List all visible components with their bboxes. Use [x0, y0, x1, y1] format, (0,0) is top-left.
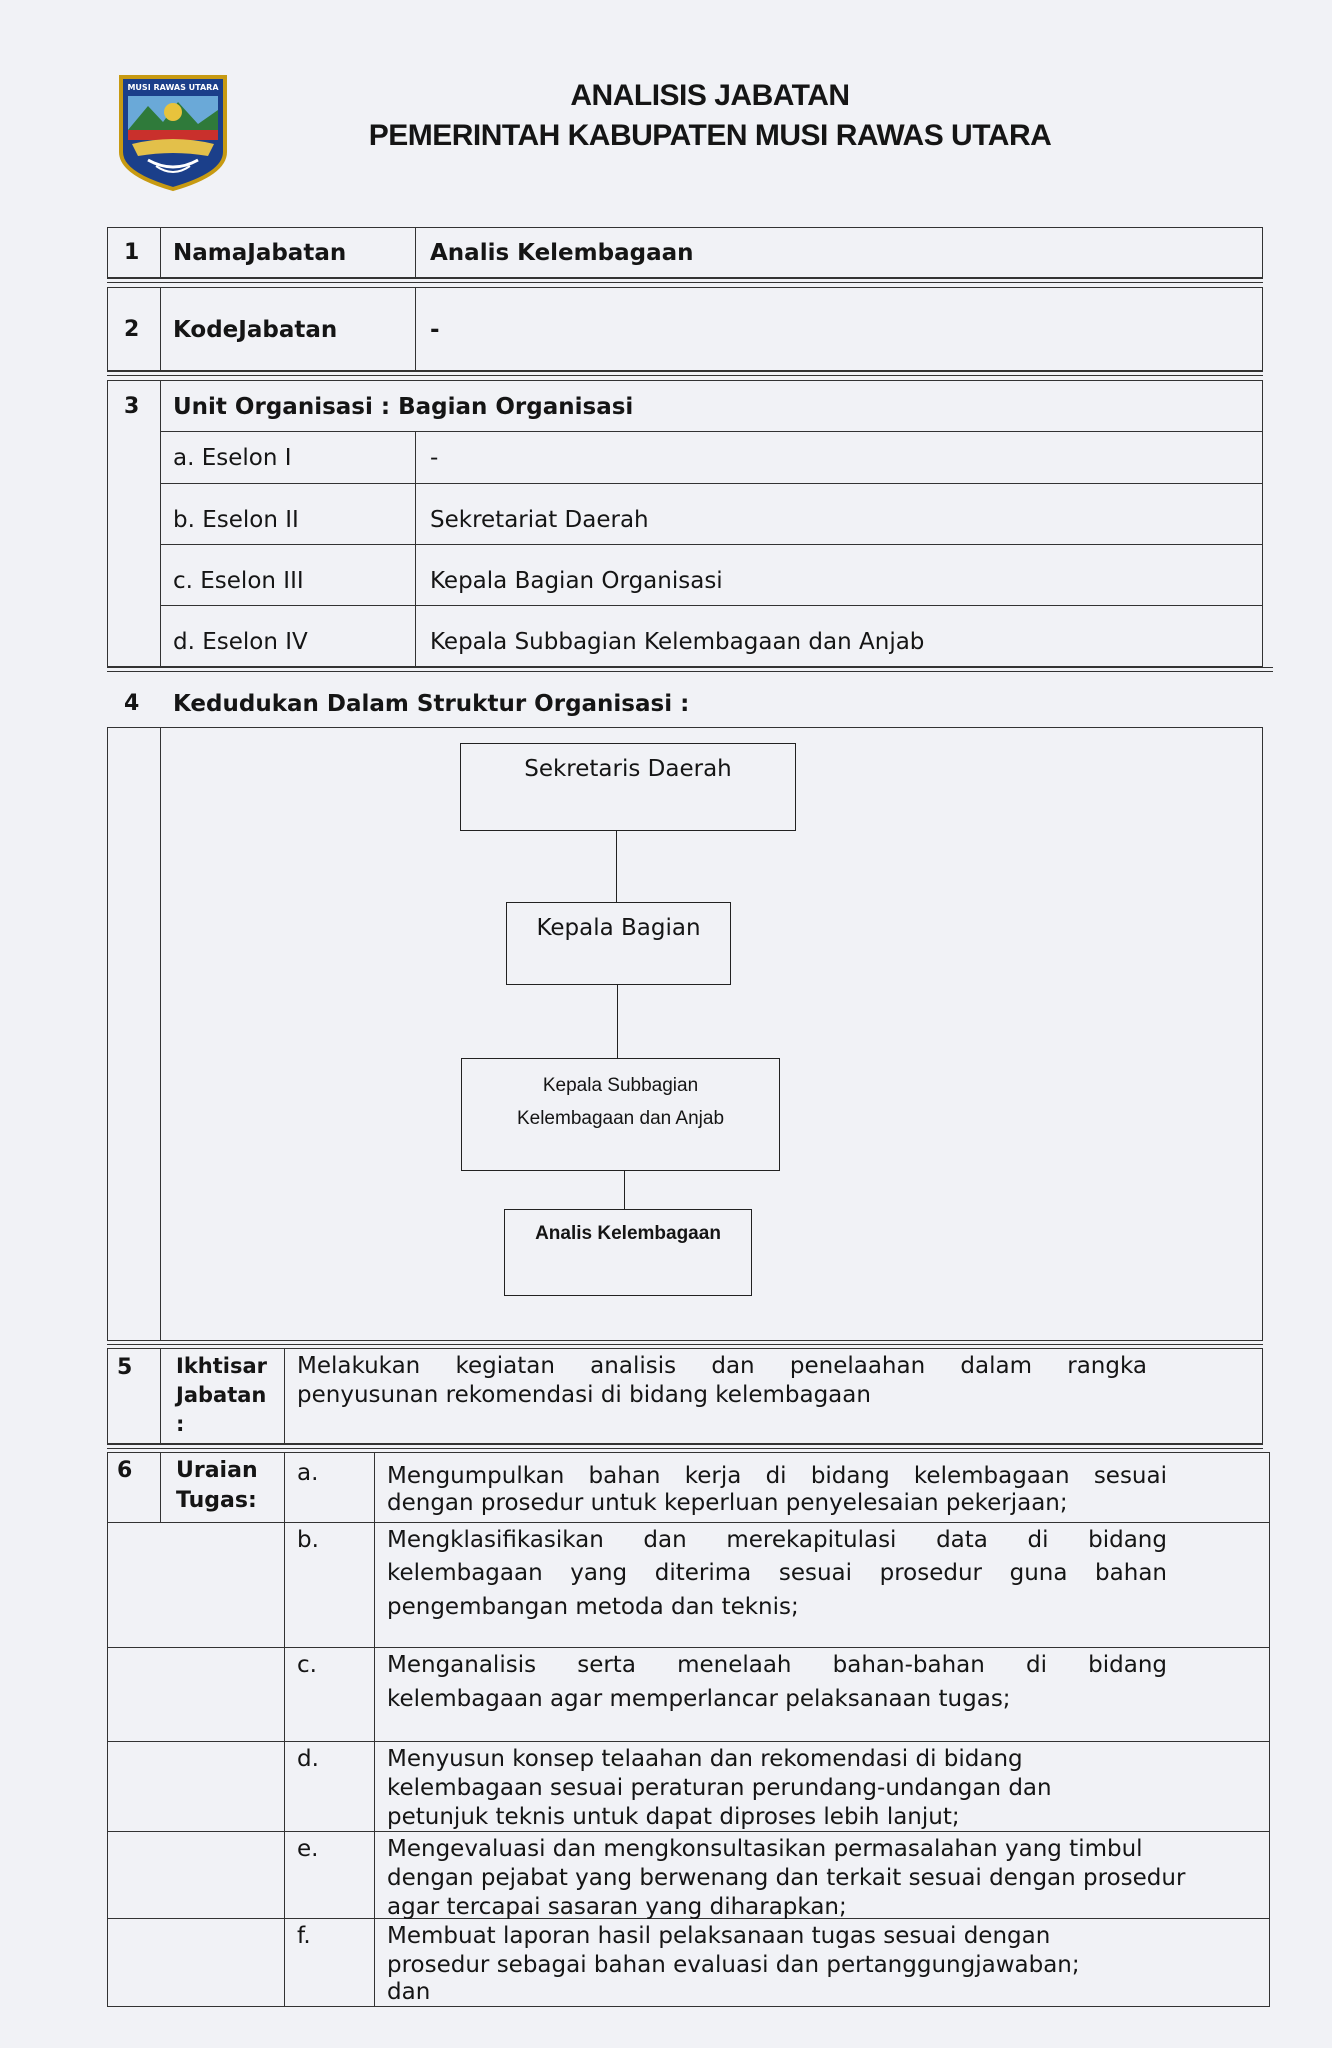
uraian-label-line: Uraian [176, 1458, 258, 1483]
title-line-1: ANALISIS JABATAN [570, 79, 850, 112]
eselon-4-label: d. Eselon IV [173, 629, 308, 655]
uraian-item-letter: e. [297, 1836, 319, 1862]
unit-organisasi-label: Unit Organisasi : Bagian Organisasi [173, 394, 634, 420]
org-connector [616, 831, 617, 902]
uraian-item-letter: c. [297, 1652, 317, 1678]
musi-rawas-utara-emblem [118, 74, 228, 192]
row-number: 6 [117, 1458, 133, 1483]
uraian-item-line: dengan pejabat yang berwenang dan terkait sesuai dengan prosedur [387, 1865, 1186, 1891]
document-title [300, 76, 1120, 156]
ikhtisar-label-line: : [176, 1412, 185, 1436]
uraian-item-letter: b. [297, 1527, 319, 1553]
row-number: 3 [124, 394, 140, 419]
org-box-analis-kelembagaan [504, 1209, 752, 1296]
uraian-item-line: kelembagaan agar memperlancar pelaksanaan tugas; [387, 1686, 1011, 1712]
org-label: Sekretaris Daerah [524, 756, 732, 782]
uraian-item-line: Mengklasifikasikan dan merekapitulasi data di bidang [387, 1527, 1167, 1553]
nama-jabatan-value: Analis Kelembagaan [430, 240, 694, 266]
ikhtisar-text-line: penyusunan rekomendasi di bidang kelembagaan [297, 1382, 871, 1408]
row-number: 2 [124, 317, 140, 342]
uraian-item-line: agar tercapai sasaran yang diharapkan; [387, 1894, 847, 1920]
uraian-item-line: Mengevaluasi dan mengkonsultasikan permasalahan yang timbul [387, 1836, 1143, 1862]
ikhtisar-label [176, 1352, 267, 1439]
uraian-item-letter: d. [297, 1746, 319, 1772]
ikhtisar-label-line: Ikhtisar [176, 1354, 267, 1378]
eselon-3-label: c. Eselon III [173, 568, 304, 594]
row-number: 4 [124, 691, 140, 716]
uraian-item-line: kelembagaan yang diterima sesuai prosedur guna bahan [387, 1560, 1167, 1586]
uraian-item-line: dengan prosedur untuk keperluan penyelesaian pekerjaan; [387, 1490, 1068, 1516]
uraian-item-letter: a. [297, 1460, 319, 1486]
org-label: Kelembagaan dan Anjab [516, 1108, 725, 1129]
org-box-kepala-subbagian [461, 1058, 780, 1171]
org-label: Kepala Subbagian [542, 1075, 699, 1096]
uraian-item-line: Membuat laporan hasil pelaksanaan tugas sesuai dengan [387, 1923, 1051, 1949]
kode-jabatan-label: KodeJabatan [173, 317, 338, 343]
uraian-item-line: petunjuk teknis untuk dapat diproses lebih lanjut; [387, 1804, 960, 1830]
kode-jabatan-value: - [430, 317, 440, 343]
kedudukan-label: Kedudukan Dalam Struktur Organisasi : [173, 691, 690, 717]
uraian-label-line: Tugas: [176, 1488, 257, 1513]
row-number: 1 [124, 240, 140, 265]
svg-text:MUSI RAWAS UTARA: MUSI RAWAS UTARA [127, 83, 219, 92]
uraian-item-line: pengembangan metoda dan teknis; [387, 1594, 799, 1620]
uraian-item-line: Menganalisis serta menelaah bahan-bahan di bidang [387, 1652, 1167, 1678]
org-box-sekretaris-daerah [460, 743, 796, 831]
ikhtisar-text-line: Melakukan kegiatan analisis dan penelaahan dalam rangka [297, 1353, 1147, 1379]
row-number: 5 [117, 1355, 133, 1380]
eselon-4-value: Kepala Subbagian Kelembagaan dan Anjab [430, 629, 925, 655]
title-line-2: PEMERINTAH KABUPATEN MUSI RAWAS UTARA [368, 119, 1052, 152]
org-label: Analis Kelembagaan [535, 1223, 721, 1244]
uraian-item-line: Mengumpulkan bahan kerja di bidang kelembagaan sesuai [387, 1463, 1167, 1489]
eselon-1-label: a. Eselon I [173, 445, 292, 471]
org-label: Kepala Bagian [536, 915, 701, 941]
uraian-label [176, 1456, 258, 1516]
eselon-2-label: b. Eselon II [173, 507, 299, 533]
uraian-item-line: Menyusun konsep telaahan dan rekomendasi di bidang [387, 1746, 1023, 1772]
uraian-item-line: dan [387, 1979, 431, 2005]
org-connector [617, 985, 618, 1058]
eselon-1-value: - [430, 445, 439, 471]
org-connector [624, 1171, 625, 1209]
uraian-item-line: prosedur sebagai bahan evaluasi dan pertanggungjawaban; [387, 1952, 1080, 1978]
ikhtisar-label-line: Jabatan [176, 1383, 267, 1407]
eselon-2-value: Sekretariat Daerah [430, 507, 649, 533]
nama-jabatan-label: NamaJabatan [173, 240, 347, 266]
org-box-kepala-bagian [506, 902, 731, 985]
uraian-item-letter: f. [297, 1923, 311, 1949]
eselon-3-value: Kepala Bagian Organisasi [430, 568, 723, 594]
uraian-item-line: kelembagaan sesuai peraturan perundang-undangan dan [387, 1775, 1052, 1801]
